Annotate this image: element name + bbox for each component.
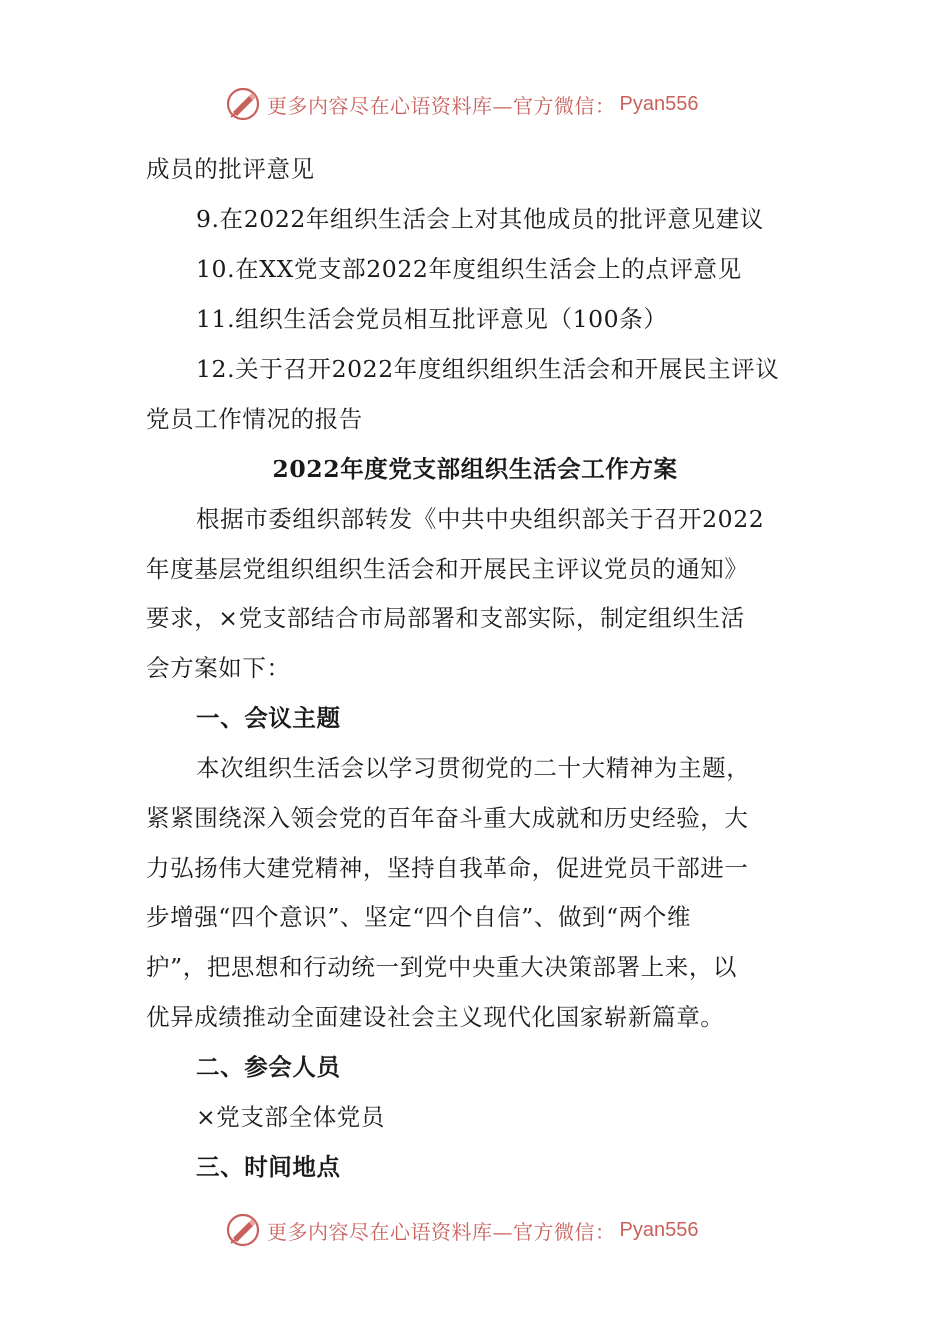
section-2-line: ×党支部全体党员 [196,1103,385,1131]
section-1-line: 步增强“四个意识”、坚定“四个自信”、做到“两个维 [146,903,692,931]
intro-line: 根据市委组织部转发《中共中央组织部关于召开2022 [196,505,765,533]
section-1-line: 力弘扬伟大建党精神，坚持自我革命，促进党员干部进一 [146,854,749,882]
intro-line: 会方案如下： [146,654,291,682]
footer-watermark [225,1210,698,1250]
watermark-text: 更多内容尽在心语资料库—官方微信： [267,1219,616,1244]
section-heading-2: 二、参会人员 [196,1053,341,1081]
list-item-12-cont: 党员工作情况的报告 [146,405,363,433]
section-heading-1: 一、会议主题 [196,704,341,732]
list-item-11: 11.组织生活会党员相互批评意见（100条） [196,305,668,333]
pen-logo-icon [225,1212,261,1248]
section-1-line: 护”，把思想和行动统一到党中央重大决策部署上来，以 [146,953,738,981]
section-1-line: 本次组织生活会以学习贯彻党的二十大精神为主题， [196,754,751,782]
document-title: 2022年度党支部组织生活会工作方案 [272,455,678,483]
watermark-handle: Pyan556 [619,92,699,115]
section-heading-3: 三、时间地点 [196,1153,341,1181]
header-watermark [225,84,698,124]
list-item-9: 9.在2022年组织生活会上对其他成员的批评意见建议 [196,205,764,233]
pen-logo-icon [225,86,261,122]
watermark-handle: Pyan556 [619,1218,699,1241]
watermark-text: 更多内容尽在心语资料库—官方微信： [267,93,616,118]
list-item-12: 12.关于召开2022年度组织组织生活会和开展民主评议 [196,355,780,383]
intro-line: 年度基层党组织组织生活会和开展民主评议党员的通知》 [146,555,749,583]
list-continuation: 成员的批评意见 [146,155,315,183]
intro-line: 要求，×党支部结合市局部署和支部实际，制定组织生活 [146,604,745,632]
section-1-line: 紧紧围绕深入领会党的百年奋斗重大成就和历史经验，大 [146,804,749,832]
list-item-10: 10.在XX党支部2022年度组织生活会上的点评意见 [196,255,742,283]
section-1-line: 优异成绩推动全面建设社会主义现代化国家崭新篇章。 [146,1003,725,1031]
